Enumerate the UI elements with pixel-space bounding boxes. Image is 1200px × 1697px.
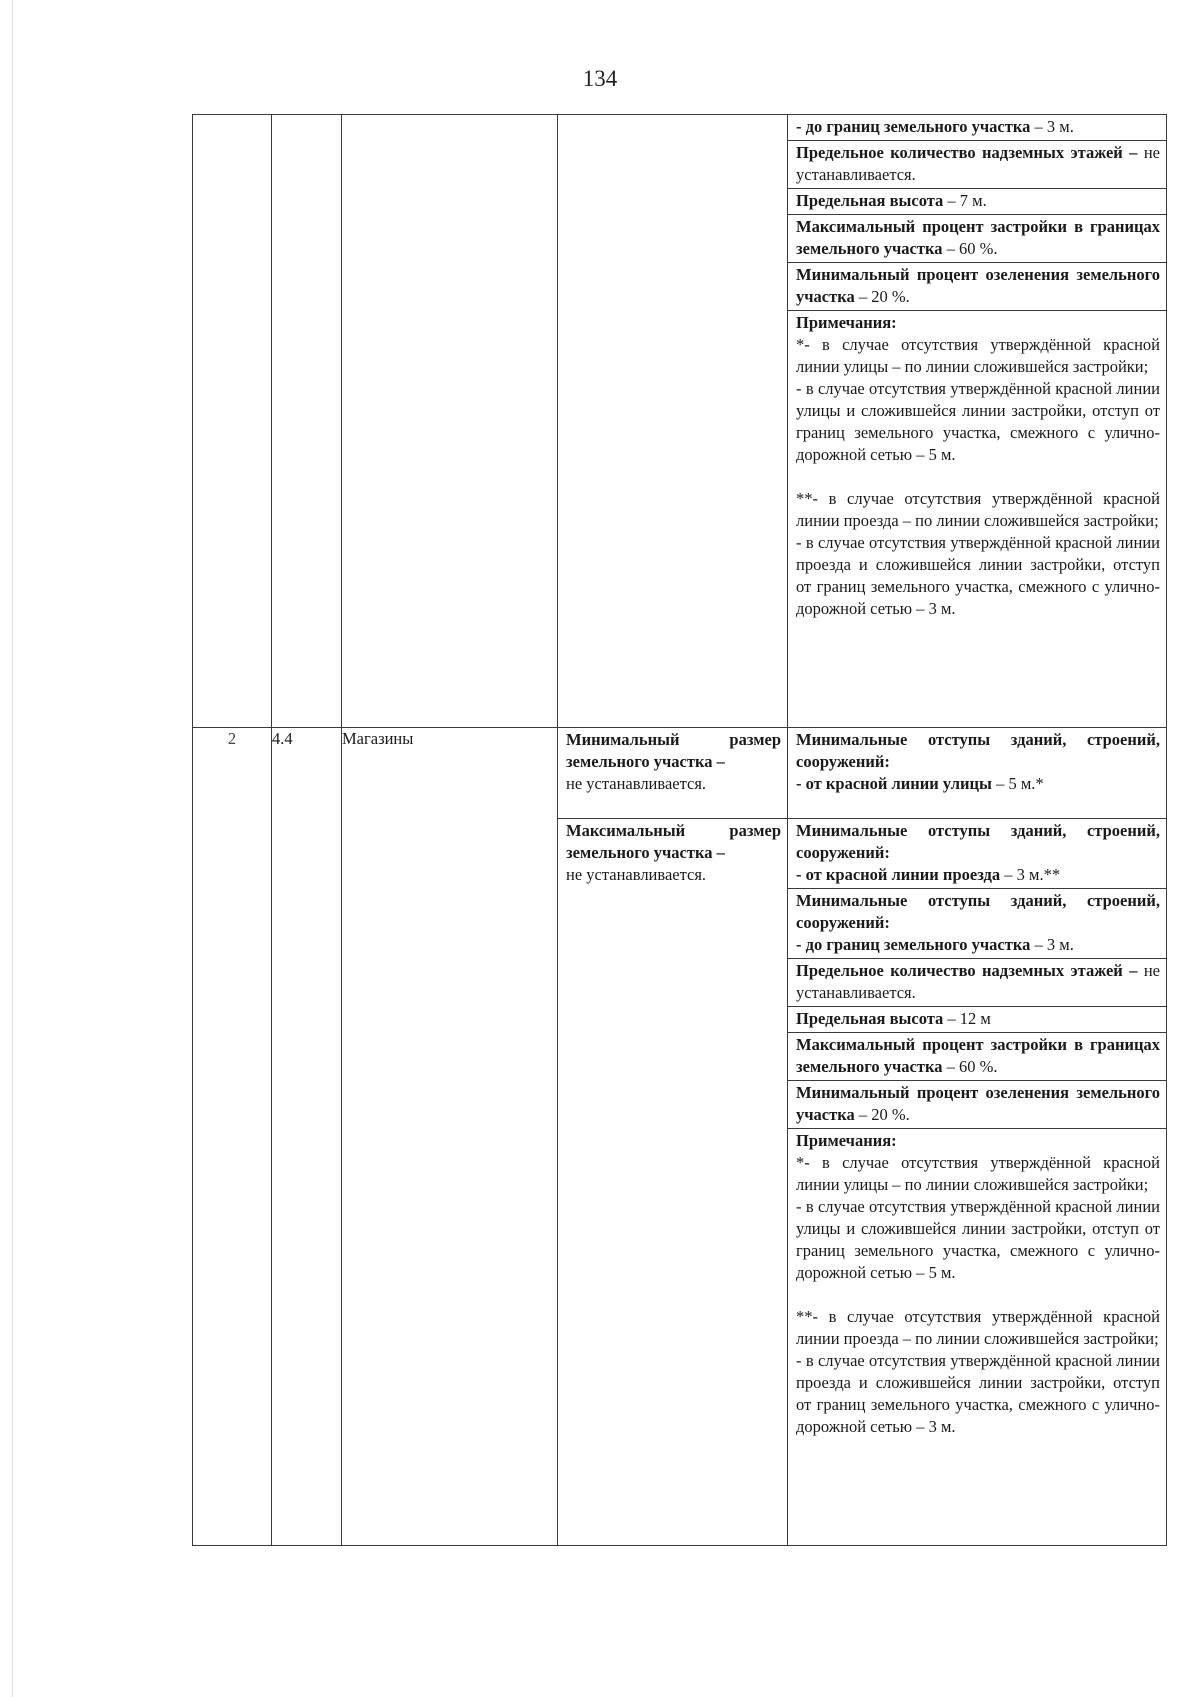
notes-cell: [788, 1129, 1167, 1546]
param-value: – 20 %.: [854, 287, 910, 306]
param-label: Максимальный процент застройки в границах земельного участка: [796, 217, 1160, 258]
row-number: 2: [193, 728, 272, 1546]
param-text: [788, 728, 1166, 797]
continuation-cell-code: [272, 115, 342, 728]
param-value: – 3 м.**: [1000, 865, 1061, 884]
use-code: 4.4: [272, 728, 342, 1546]
notes-heading: Примечания:: [796, 1131, 897, 1150]
note-line: *- в случае отсутствия утверждённой красной линии улицы – по линии сложившейся застройки;: [796, 1153, 1160, 1194]
param-value: не устанавливается.: [796, 961, 1160, 1002]
param-cell: [788, 1007, 1167, 1033]
param-text: [788, 959, 1166, 1006]
note-line: - в случае отсутствия утверждённой красной линии проезда и сложившейся линии застройки, отступ от границ земельного участка, смежного с улично-дорожной сетью – 3 м.: [796, 533, 1160, 618]
note-line: - в случае отсутствия утверждённой красной линии улицы и сложившейся линии застройки, отступ от границ земельного участка, смежного с улично-дорожной сетью – 5 м.: [796, 1197, 1160, 1282]
notes-block: [788, 1129, 1166, 1440]
param-text: [788, 889, 1166, 958]
note-line: **- в случае отсутствия утверждённой красной линии проезда – по линии сложившейся застройки;: [796, 1307, 1160, 1348]
param-text: [788, 819, 1166, 888]
continuation-cell-name: [342, 115, 558, 728]
param-cell: [788, 1081, 1167, 1129]
max-plot-size: [558, 819, 787, 888]
param-text: [788, 1033, 1166, 1080]
min-plot-label: Минимальный размер земельного участка –: [566, 730, 781, 771]
param-label: - от красной линии проезда: [796, 865, 1001, 884]
param-label: - от красной линии улицы: [796, 774, 992, 793]
page-number: 134: [582, 66, 618, 91]
param-label: Минимальный процент озеленения земельного участка: [796, 1083, 1160, 1124]
regulations-table: [192, 114, 1167, 1546]
param-label: Предельное количество надземных этажей –: [796, 961, 1138, 980]
notes-spacer: [796, 466, 1160, 488]
continuation-cell-number: [193, 115, 272, 728]
param-value: – 12 м: [943, 1009, 991, 1028]
param-value: – 60 %.: [942, 239, 998, 258]
notes-block: [788, 311, 1166, 622]
min-plot-cell: [558, 728, 788, 819]
param-text: [788, 115, 1166, 140]
scan-edge-line: [12, 0, 13, 1697]
notes-spacer: [796, 1284, 1160, 1306]
param-text: [788, 1007, 1166, 1032]
param-text: [788, 141, 1166, 188]
notes-cell: [788, 311, 1167, 728]
param-cell: [788, 959, 1167, 1007]
max-plot-label: Максимальный размер земельного участка –: [566, 821, 781, 862]
min-plot-size: [558, 728, 787, 797]
note-line: - в случае отсутствия утверждённой красной линии улицы и сложившейся линии застройки, отступ от границ земельного участка, смежного с улично-дорожной сетью – 5 м.: [796, 379, 1160, 464]
max-plot-value: не устанавливается.: [566, 865, 707, 884]
param-value: – 3 м.: [1030, 117, 1074, 136]
use-name: Магазины: [342, 728, 558, 1546]
param-cell: [788, 189, 1167, 215]
min-plot-value: не устанавливается.: [566, 774, 707, 793]
param-value: – 60 %.: [942, 1057, 998, 1076]
param-label: Минимальные отступы зданий, строений, сооружений:: [796, 821, 1160, 862]
param-cell: [788, 819, 1167, 889]
param-text: [788, 1081, 1166, 1128]
max-plot-cell: [558, 819, 788, 1546]
continuation-cell-plot: [558, 115, 788, 728]
param-label: Минимальный процент озеленения земельного участка: [796, 265, 1160, 306]
table-row: [193, 728, 1167, 819]
param-label: Минимальные отступы зданий, строений, сооружений:: [796, 891, 1160, 932]
param-cell: [788, 141, 1167, 189]
param-cell: [788, 1033, 1167, 1081]
param-cell: [788, 728, 1167, 819]
param-label: Максимальный процент застройки в границах земельного участка: [796, 1035, 1160, 1076]
param-text: [788, 215, 1166, 262]
param-label: Предельная высота: [796, 191, 944, 210]
param-cell: [788, 263, 1167, 311]
param-label: - до границ земельного участка: [796, 935, 1031, 954]
param-value: – 20 %.: [854, 1105, 910, 1124]
notes-heading: Примечания:: [796, 313, 897, 332]
param-label: - до границ земельного участка: [796, 117, 1031, 136]
param-value: – 5 м.*: [991, 774, 1044, 793]
note-line: *- в случае отсутствия утверждённой красной линии улицы – по линии сложившейся застройки;: [796, 335, 1160, 376]
param-text: [788, 189, 1166, 214]
param-label: Предельное количество надземных этажей –: [796, 143, 1138, 162]
table-row: [193, 115, 1167, 141]
param-text: [788, 263, 1166, 310]
param-value: – 3 м.: [1030, 935, 1074, 954]
param-label: Предельная высота: [796, 1009, 944, 1028]
param-value: – 7 м.: [943, 191, 987, 210]
note-line: **- в случае отсутствия утверждённой красной линии проезда – по линии сложившейся застройки;: [796, 489, 1160, 530]
param-cell: [788, 115, 1167, 141]
param-cell: [788, 889, 1167, 959]
param-label: Минимальные отступы зданий, строений, сооружений:: [796, 730, 1160, 771]
param-value: не устанавливается.: [796, 143, 1160, 184]
param-cell: [788, 215, 1167, 263]
note-line: - в случае отсутствия утверждённой красной линии проезда и сложившейся линии застройки, отступ от границ земельного участка, смежного с улично-дорожной сетью – 3 м.: [796, 1351, 1160, 1436]
